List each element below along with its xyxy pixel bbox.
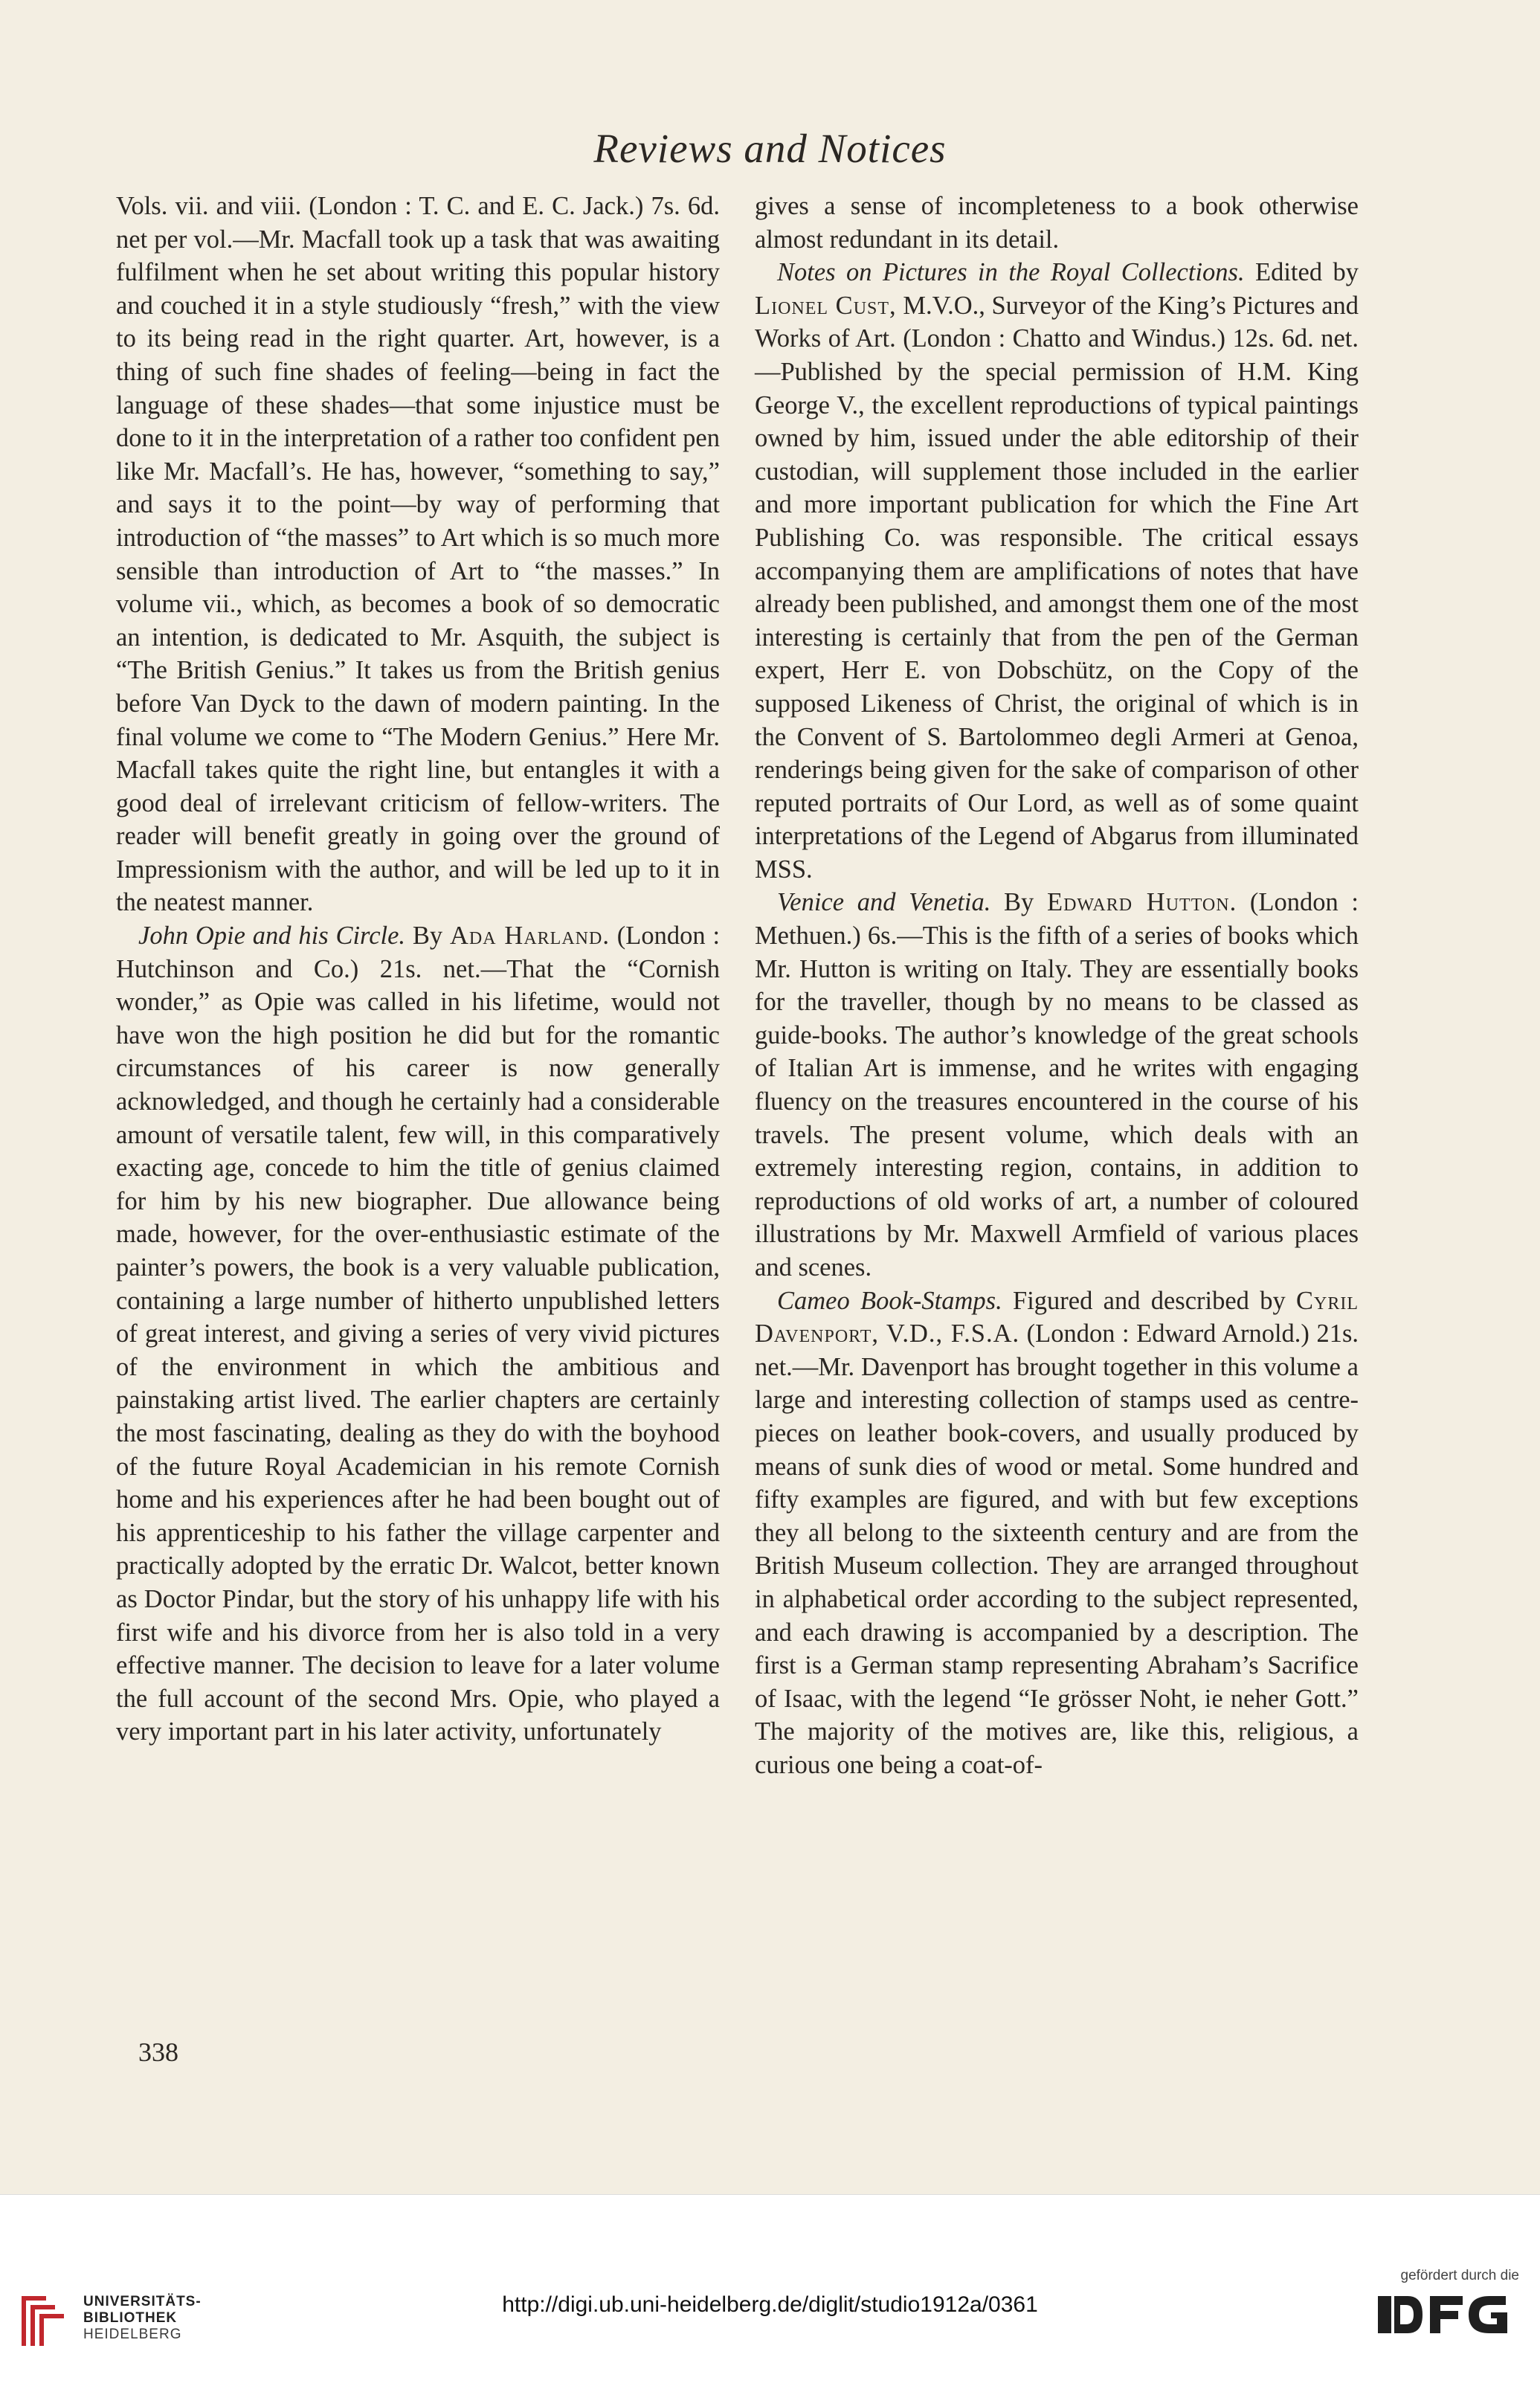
review-author: Lionel Cust, <box>755 291 897 320</box>
library-name-line: HEIDELBERG <box>83 2327 182 2342</box>
review-body: (London : Methuen.) 6s.—This is the fifth of a series of books which Mr. Hutton is writing on Italy. They are essentially books for the traveller, though by no means to be classed as guide-books. The author’s knowledge of the great schools of Italian Art is immense, and he writes with engaging fluency on the treasures encountered in the course of his travels. The present volume, which deals with an extremely interesting region, contains, in addition to reproductions of old works of art, a number of coloured illustrations by Mr. Maxwell Armfield of various places and scenes. <box>755 888 1359 1282</box>
review-author: Cyril Davenport, V.D., F.S.A. <box>755 1286 1359 1348</box>
review-royal-collections <box>755 256 1359 886</box>
review-opie <box>116 919 720 1749</box>
page-number: 338 <box>138 2037 178 2067</box>
review-body: (London : Edward Arnold.) 21s. net.—Mr. Davenport has brought together in this volume a large and interesting collection of stamps used as centre-pieces on leather book-covers, and usually produced by means of sunk dies of wood or metal. Some hundred and fifty examples are figured, and with but few exceptions they all belong to the sixteenth century and are from the British Museum collection. They are arranged throughout in alphabetical order according to the subject represented, and each drawing is accompanied by a description. The first is a German stamp representing Abraham’s Sacrifice of Isaac, with the legend “Ie grösser Noht, ie neher Gott.” The majority of the motives are, like this, religious, a curious one being a coat-of- <box>755 1319 1359 1779</box>
right-column <box>755 190 1359 1782</box>
review-by: By <box>1004 888 1034 917</box>
review-venice <box>755 886 1359 1284</box>
funder-block <box>1378 2268 1519 2341</box>
review-macfall-continued: Vols. vii. and viii. (London : T. C. and E. C. Jack.) 7s. 6d. net per vol.—Mr. Macfall took up a task that was awaiting fulfilment when he set about writing this popular history and couched it in a style studiously “fresh,” with the view to its being read in the right quarter. Art, however, is a thing of such fine shades of feeling—being in fact the language of these shades—that some injustice must be done to it in the interpretation of a rather too confident pen like Mr. Macfall’s. He has, however, “something to say,” and says it to the point—by way of performing that introduction of “the masses” to Art which is so much more sensible than introduction of Art to “the masses.” In volume vii., which, as becomes a book of so democratic an intention, is dedicated to Mr. Asquith, the subject is “The British Genius.” It takes us from the British genius before Van Dyck to the dawn of modern painting. In the final volume we come to “The Modern Genius.” Here Mr. Macfall takes quite the right line, but entangles it with a good deal of irrelevant criticism of fellow-writers. The reader will benefit greatly in going over the ground of Impressionism with the author, and will be led up to it in the neatest manner. <box>116 192 720 917</box>
review-by: Edited by <box>1255 258 1359 287</box>
review-title: Cameo Book-Stamps. <box>777 1286 1002 1315</box>
review-title: John Opie and his Circle. <box>138 922 406 951</box>
review-author: Edward Hutton. <box>1047 888 1237 917</box>
running-header: Reviews and Notices <box>593 126 947 171</box>
library-name-line: BIBLIOTHEK <box>83 2310 178 2326</box>
left-column <box>116 190 720 1749</box>
source-url-link[interactable]: http://digi.ub.uni-heidelberg.de/diglit/studio1912a/0361 <box>502 2292 1038 2317</box>
review-cameo-book-stamps <box>755 1285 1359 1782</box>
dfg-logo-icon[interactable] <box>1378 2292 1519 2338</box>
review-body: (London : Hutchinson and Co.) 21s. net.—That the “Cornish wonder,” as Opie was called in his lifetime, would not have won the high position he did but for the romantic circumstances of his career is now generally acknowledged, and though he certainly had a considerable amount of versatile talent, few will, in this comparatively exacting age, concede to him the title of genius claimed for him by his new biographer. Due allowance being made, however, for the over-enthusiastic estimate of the painter’s powers, the book is a very valuable publication, containing a large number of hitherto unpublished letters of great interest, and giving a series of very vivid pictures of the environment in which the ambitious and painstaking artist lived. The earlier chapters are certainly the most fascinating, dealing as they do with the boyhood of the future Royal Academician in his remote Cornish home and his experiences after he had been bought out of his apprenticeship to his father the village carpenter and practically adopted by the erratic Dr. Walcot, better known as Doctor Pindar, but the story of his unhappy life with his first wife and his divorce from her is also told in a very effective manner. The decision to leave for a later volume the full account of the second Mrs. Opie, who played a very important part in his later activity, unfortunately <box>116 922 721 1746</box>
review-author: Ada Harland. <box>450 922 610 951</box>
review-body: M.V.O., Surveyor of the King’s Pictures and Works of Art. (London : Chatto and Windus.) 12s. 6d. net.—Published by the special permission of H.M. King George V., the excellent reproductions of typical paintings owned by him, issued under the able editorship of their custodian, will supplement those included in the earlier and more important publication for which the Fine Art Publishing Co. was responsible. The critical essays accompanying them are amplifications of notes that have already been published, and amongst them one of the most interesting is certainly that from the pen of the German expert, Herr E. von Dobschütz, on the Copy of the supposed Likeness of Christ, the original of which is in the Convent of S. Bartolommeo degli Armeri at Genoa, renderings being given for the sake of comparison of other reputed portraits of Our Lord, as well as of some quaint interpretations of the Legend of Abgarus from illuminated MSS. <box>755 291 1359 884</box>
review-title: Notes on Pictures in the Royal Collections. <box>777 258 1245 287</box>
digitization-footer <box>0 2194 1540 2392</box>
review-by: By <box>412 922 443 951</box>
review-opie-continued: gives a sense of incompleteness to a book otherwise almost redundant in its detail. <box>755 192 1359 254</box>
library-name-line: UNIVERSITÄTS- <box>83 2294 202 2309</box>
review-by: Figured and described by <box>1013 1286 1286 1315</box>
funding-caption: gefördert durch die <box>1400 2268 1519 2283</box>
review-title: Venice and Venetia. <box>777 888 991 917</box>
